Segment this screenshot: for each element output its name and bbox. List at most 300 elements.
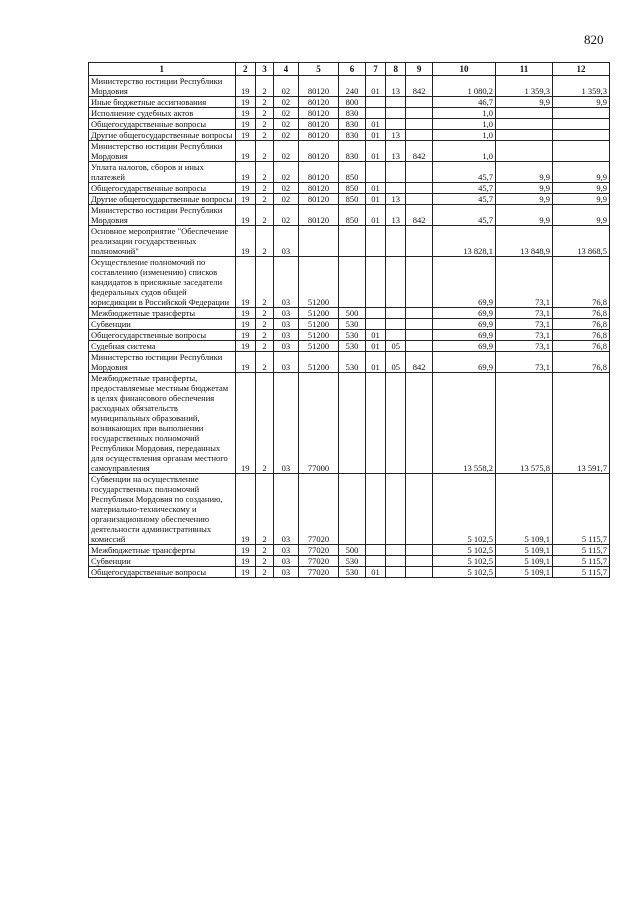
cell-col-8: 13 — [386, 141, 406, 162]
cell-col-9 — [406, 162, 432, 183]
cell-col-11 — [495, 119, 552, 130]
cell-col-6: 530 — [339, 556, 365, 567]
cell-col-8 — [386, 257, 406, 308]
cell-col-2: 19 — [235, 308, 255, 319]
cell-col-9: 842 — [406, 352, 432, 373]
cell-col-6 — [339, 257, 365, 308]
table-row — [89, 567, 610, 578]
cell-col-5: 77020 — [298, 474, 339, 545]
cell-col-6: 800 — [339, 97, 365, 108]
cell-col-10: 1,0 — [432, 141, 495, 162]
cell-col-3: 2 — [255, 474, 273, 545]
cell-col-2: 19 — [235, 373, 255, 474]
cell-col-3: 2 — [255, 119, 273, 130]
table-row — [89, 319, 610, 330]
cell-col-5: 77020 — [298, 545, 339, 556]
cell-col-3: 2 — [255, 141, 273, 162]
cell-col-5: 77000 — [298, 373, 339, 474]
cell-col-8 — [386, 108, 406, 119]
table-row — [89, 130, 610, 141]
cell-col-10: 69,9 — [432, 308, 495, 319]
cell-col-10: 1,0 — [432, 130, 495, 141]
cell-col-11: 5 109,1 — [495, 474, 552, 545]
row-label: Другие общегосударственные вопросы — [89, 194, 236, 205]
cell-col-4: 02 — [274, 108, 298, 119]
cell-col-2: 19 — [235, 119, 255, 130]
cell-col-10: 5 102,5 — [432, 556, 495, 567]
cell-col-7 — [365, 319, 385, 330]
cell-col-12: 9,9 — [552, 205, 609, 226]
cell-col-11: 9,9 — [495, 205, 552, 226]
cell-col-4: 02 — [274, 76, 298, 97]
table-row — [89, 545, 610, 556]
cell-col-4: 02 — [274, 194, 298, 205]
cell-col-2: 19 — [235, 194, 255, 205]
cell-col-10: 5 102,5 — [432, 567, 495, 578]
row-label: Межбюджетные трансферты — [89, 545, 236, 556]
cell-col-2: 19 — [235, 341, 255, 352]
cell-col-6 — [339, 474, 365, 545]
cell-col-2: 19 — [235, 97, 255, 108]
cell-col-9 — [406, 130, 432, 141]
budget-table — [88, 62, 610, 578]
table-row — [89, 108, 610, 119]
cell-col-8 — [386, 545, 406, 556]
cell-col-5 — [298, 226, 339, 257]
cell-col-7: 01 — [365, 205, 385, 226]
cell-col-5: 80120 — [298, 108, 339, 119]
column-header-3: 3 — [255, 63, 273, 76]
cell-col-7: 01 — [365, 119, 385, 130]
cell-col-4: 03 — [274, 341, 298, 352]
table-row — [89, 194, 610, 205]
cell-col-9 — [406, 341, 432, 352]
table-row — [89, 141, 610, 162]
cell-col-9: 842 — [406, 141, 432, 162]
column-header-6: 6 — [339, 63, 365, 76]
cell-col-5: 80120 — [298, 183, 339, 194]
row-label: Судебная система — [89, 341, 236, 352]
cell-col-3: 2 — [255, 556, 273, 567]
cell-col-8 — [386, 474, 406, 545]
cell-col-7: 01 — [365, 341, 385, 352]
cell-col-10: 69,9 — [432, 319, 495, 330]
cell-col-9 — [406, 308, 432, 319]
cell-col-12: 76,8 — [552, 330, 609, 341]
cell-col-9 — [406, 119, 432, 130]
cell-col-11 — [495, 108, 552, 119]
cell-col-4: 03 — [274, 226, 298, 257]
cell-col-12: 9,9 — [552, 194, 609, 205]
cell-col-8 — [386, 319, 406, 330]
cell-col-11 — [495, 130, 552, 141]
cell-col-11: 9,9 — [495, 162, 552, 183]
cell-col-4: 02 — [274, 130, 298, 141]
cell-col-6 — [339, 373, 365, 474]
cell-col-3: 2 — [255, 257, 273, 308]
cell-col-6: 240 — [339, 76, 365, 97]
cell-col-12 — [552, 108, 609, 119]
cell-col-12: 5 115,7 — [552, 474, 609, 545]
row-label: Исполнение судебных актов — [89, 108, 236, 119]
cell-col-7: 01 — [365, 76, 385, 97]
cell-col-10: 1,0 — [432, 108, 495, 119]
cell-col-3: 2 — [255, 319, 273, 330]
table-row — [89, 330, 610, 341]
cell-col-11: 73,1 — [495, 330, 552, 341]
cell-col-5: 80120 — [298, 130, 339, 141]
cell-col-2: 19 — [235, 108, 255, 119]
cell-col-10: 13 828,1 — [432, 226, 495, 257]
row-label: Общегосударственные вопросы — [89, 119, 236, 130]
column-header-8: 8 — [386, 63, 406, 76]
cell-col-8 — [386, 119, 406, 130]
cell-col-4: 03 — [274, 545, 298, 556]
cell-col-7 — [365, 308, 385, 319]
cell-col-8 — [386, 308, 406, 319]
cell-col-7: 01 — [365, 194, 385, 205]
cell-col-9: 842 — [406, 76, 432, 97]
cell-col-9 — [406, 183, 432, 194]
cell-col-10: 69,9 — [432, 330, 495, 341]
cell-col-5: 77020 — [298, 567, 339, 578]
cell-col-7: 01 — [365, 330, 385, 341]
cell-col-8 — [386, 373, 406, 474]
row-label: Иные бюджетные ассигнования — [89, 97, 236, 108]
cell-col-7 — [365, 257, 385, 308]
cell-col-3: 2 — [255, 130, 273, 141]
table-row — [89, 308, 610, 319]
cell-col-6: 830 — [339, 130, 365, 141]
cell-col-8 — [386, 330, 406, 341]
cell-col-7 — [365, 108, 385, 119]
cell-col-10: 5 102,5 — [432, 474, 495, 545]
cell-col-12: 13 591,7 — [552, 373, 609, 474]
row-label: Общегосударственные вопросы — [89, 567, 236, 578]
cell-col-3: 2 — [255, 194, 273, 205]
cell-col-7 — [365, 373, 385, 474]
cell-col-7: 01 — [365, 567, 385, 578]
cell-col-10: 69,9 — [432, 352, 495, 373]
cell-col-4: 03 — [274, 257, 298, 308]
cell-col-11: 73,1 — [495, 308, 552, 319]
cell-col-3: 2 — [255, 341, 273, 352]
cell-col-7 — [365, 226, 385, 257]
cell-col-4: 03 — [274, 319, 298, 330]
table-row — [89, 205, 610, 226]
cell-col-5: 80120 — [298, 162, 339, 183]
cell-col-8 — [386, 162, 406, 183]
cell-col-11: 13 848,9 — [495, 226, 552, 257]
cell-col-12: 76,8 — [552, 319, 609, 330]
cell-col-4: 03 — [274, 352, 298, 373]
cell-col-10: 1 080,2 — [432, 76, 495, 97]
cell-col-6: 830 — [339, 108, 365, 119]
row-label: Другие общегосударственные вопросы — [89, 130, 236, 141]
cell-col-8 — [386, 183, 406, 194]
cell-col-5: 80120 — [298, 205, 339, 226]
cell-col-9 — [406, 474, 432, 545]
cell-col-7: 01 — [365, 130, 385, 141]
cell-col-4: 03 — [274, 308, 298, 319]
cell-col-6: 530 — [339, 341, 365, 352]
cell-col-12 — [552, 141, 609, 162]
cell-col-12: 9,9 — [552, 97, 609, 108]
cell-col-12: 76,8 — [552, 308, 609, 319]
cell-col-2: 19 — [235, 76, 255, 97]
cell-col-3: 2 — [255, 545, 273, 556]
cell-col-8 — [386, 226, 406, 257]
cell-col-10: 46,7 — [432, 97, 495, 108]
cell-col-8: 05 — [386, 352, 406, 373]
cell-col-6 — [339, 226, 365, 257]
cell-col-10: 45,7 — [432, 194, 495, 205]
cell-col-3: 2 — [255, 373, 273, 474]
cell-col-7 — [365, 545, 385, 556]
cell-col-7 — [365, 162, 385, 183]
cell-col-10: 45,7 — [432, 205, 495, 226]
cell-col-5: 80120 — [298, 194, 339, 205]
column-header-2: 2 — [235, 63, 255, 76]
cell-col-2: 19 — [235, 330, 255, 341]
cell-col-5: 51200 — [298, 352, 339, 373]
cell-col-12 — [552, 130, 609, 141]
cell-col-4: 03 — [274, 373, 298, 474]
cell-col-6: 500 — [339, 545, 365, 556]
cell-col-11: 13 575,8 — [495, 373, 552, 474]
cell-col-3: 2 — [255, 226, 273, 257]
table-row — [89, 352, 610, 373]
cell-col-8: 13 — [386, 194, 406, 205]
cell-col-12: 5 115,7 — [552, 545, 609, 556]
cell-col-9 — [406, 545, 432, 556]
table-row — [89, 162, 610, 183]
column-header-7: 7 — [365, 63, 385, 76]
cell-col-7: 01 — [365, 141, 385, 162]
cell-col-8: 13 — [386, 130, 406, 141]
cell-col-6: 530 — [339, 319, 365, 330]
cell-col-11: 73,1 — [495, 341, 552, 352]
cell-col-5: 80120 — [298, 119, 339, 130]
cell-col-8: 13 — [386, 205, 406, 226]
cell-col-11: 5 109,1 — [495, 556, 552, 567]
cell-col-9 — [406, 330, 432, 341]
cell-col-3: 2 — [255, 308, 273, 319]
cell-col-12: 9,9 — [552, 183, 609, 194]
cell-col-6: 850 — [339, 194, 365, 205]
cell-col-2: 19 — [235, 183, 255, 194]
row-label: Общегосударственные вопросы — [89, 330, 236, 341]
cell-col-9 — [406, 556, 432, 567]
column-header-12: 12 — [552, 63, 609, 76]
cell-col-5: 51200 — [298, 330, 339, 341]
table-row — [89, 257, 610, 308]
cell-col-9 — [406, 108, 432, 119]
cell-col-10: 5 102,5 — [432, 545, 495, 556]
cell-col-11 — [495, 141, 552, 162]
column-header-5: 5 — [298, 63, 339, 76]
cell-col-12: 76,8 — [552, 341, 609, 352]
cell-col-11: 73,1 — [495, 352, 552, 373]
cell-col-10: 45,7 — [432, 183, 495, 194]
cell-col-12: 13 868,5 — [552, 226, 609, 257]
table-row — [89, 556, 610, 567]
row-label: Субвенции — [89, 319, 236, 330]
cell-col-6: 530 — [339, 330, 365, 341]
cell-col-8 — [386, 567, 406, 578]
cell-col-3: 2 — [255, 162, 273, 183]
cell-col-4: 02 — [274, 162, 298, 183]
cell-col-9 — [406, 373, 432, 474]
cell-col-2: 19 — [235, 352, 255, 373]
row-label: Общегосударственные вопросы — [89, 183, 236, 194]
page-number: 820 — [584, 32, 604, 47]
row-label: Субвенции — [89, 556, 236, 567]
row-label: Межбюджетные трансферты, предоставляемые местным бюджетам в целях финансового обеспечения расходных обязательств муниципальных образований, возникающих при выполнении государственных полномочий Республики Мордовия, переданных для осуществления органам местного самоуправления — [89, 373, 236, 474]
cell-col-7 — [365, 97, 385, 108]
cell-col-2: 19 — [235, 545, 255, 556]
cell-col-5: 80120 — [298, 141, 339, 162]
cell-col-6: 530 — [339, 352, 365, 373]
cell-col-12: 5 115,7 — [552, 567, 609, 578]
cell-col-4: 03 — [274, 474, 298, 545]
cell-col-8: 05 — [386, 341, 406, 352]
cell-col-7 — [365, 474, 385, 545]
cell-col-4: 02 — [274, 97, 298, 108]
column-header-1: 1 — [89, 63, 236, 76]
cell-col-2: 19 — [235, 567, 255, 578]
cell-col-9 — [406, 257, 432, 308]
column-header-10: 10 — [432, 63, 495, 76]
cell-col-12: 5 115,7 — [552, 556, 609, 567]
row-label: Министерство юстиции Республики Мордовия — [89, 141, 236, 162]
header-row — [89, 63, 610, 76]
row-label: Основное мероприятие "Обеспечение реализации государственных полномочий" — [89, 226, 236, 257]
table-row — [89, 341, 610, 352]
cell-col-11: 5 109,1 — [495, 567, 552, 578]
cell-col-2: 19 — [235, 130, 255, 141]
cell-col-3: 2 — [255, 352, 273, 373]
column-header-9: 9 — [406, 63, 432, 76]
row-label: Министерство юстиции Республики Мордовия — [89, 205, 236, 226]
table-row — [89, 76, 610, 97]
cell-col-2: 19 — [235, 556, 255, 567]
column-header-4: 4 — [274, 63, 298, 76]
cell-col-4: 02 — [274, 205, 298, 226]
table-row — [89, 373, 610, 474]
cell-col-11: 5 109,1 — [495, 545, 552, 556]
cell-col-4: 02 — [274, 119, 298, 130]
cell-col-5: 51200 — [298, 257, 339, 308]
cell-col-9 — [406, 567, 432, 578]
cell-col-11: 1 359,3 — [495, 76, 552, 97]
cell-col-11: 73,1 — [495, 319, 552, 330]
cell-col-10: 1,0 — [432, 119, 495, 130]
row-label: Уплата налогов, сборов и иных платежей — [89, 162, 236, 183]
cell-col-6: 850 — [339, 183, 365, 194]
cell-col-3: 2 — [255, 108, 273, 119]
cell-col-2: 19 — [235, 162, 255, 183]
cell-col-6: 850 — [339, 162, 365, 183]
cell-col-9 — [406, 319, 432, 330]
table-row — [89, 97, 610, 108]
cell-col-11: 9,9 — [495, 183, 552, 194]
cell-col-6: 830 — [339, 119, 365, 130]
cell-col-2: 19 — [235, 205, 255, 226]
table-row — [89, 183, 610, 194]
row-label: Министерство юстиции Республики Мордовия — [89, 76, 236, 97]
cell-col-2: 19 — [235, 319, 255, 330]
cell-col-3: 2 — [255, 183, 273, 194]
cell-col-9 — [406, 194, 432, 205]
cell-col-4: 03 — [274, 567, 298, 578]
cell-col-9 — [406, 226, 432, 257]
cell-col-8: 13 — [386, 76, 406, 97]
cell-col-10: 45,7 — [432, 162, 495, 183]
cell-col-3: 2 — [255, 97, 273, 108]
cell-col-10: 13 558,2 — [432, 373, 495, 474]
cell-col-7: 01 — [365, 352, 385, 373]
cell-col-5: 51200 — [298, 308, 339, 319]
cell-col-5: 51200 — [298, 341, 339, 352]
table-row — [89, 474, 610, 545]
table-row — [89, 119, 610, 130]
cell-col-3: 2 — [255, 567, 273, 578]
cell-col-11: 73,1 — [495, 257, 552, 308]
cell-col-11: 9,9 — [495, 97, 552, 108]
cell-col-2: 19 — [235, 257, 255, 308]
cell-col-8 — [386, 97, 406, 108]
cell-col-12: 76,8 — [552, 352, 609, 373]
table-row — [89, 226, 610, 257]
cell-col-7 — [365, 556, 385, 567]
cell-col-12: 76,8 — [552, 257, 609, 308]
row-label: Межбюджетные трансферты — [89, 308, 236, 319]
cell-col-3: 2 — [255, 205, 273, 226]
cell-col-4: 02 — [274, 183, 298, 194]
cell-col-2: 19 — [235, 474, 255, 545]
cell-col-6: 830 — [339, 141, 365, 162]
column-header-11: 11 — [495, 63, 552, 76]
row-label: Осуществление полномочий по составлению (изменению) списков кандидатов в присяжные заседатели федеральных судов общей юрисдикции в Российской Федерации — [89, 257, 236, 308]
cell-col-3: 2 — [255, 76, 273, 97]
cell-col-10: 69,9 — [432, 257, 495, 308]
cell-col-12: 1 359,3 — [552, 76, 609, 97]
cell-col-6: 500 — [339, 308, 365, 319]
cell-col-3: 2 — [255, 330, 273, 341]
cell-col-2: 19 — [235, 141, 255, 162]
cell-col-12 — [552, 119, 609, 130]
cell-col-5: 80120 — [298, 97, 339, 108]
cell-col-4: 03 — [274, 330, 298, 341]
cell-col-12: 9,9 — [552, 162, 609, 183]
cell-col-5: 77020 — [298, 556, 339, 567]
cell-col-6: 530 — [339, 567, 365, 578]
cell-col-7: 01 — [365, 183, 385, 194]
cell-col-4: 02 — [274, 141, 298, 162]
cell-col-11: 9,9 — [495, 194, 552, 205]
cell-col-6: 850 — [339, 205, 365, 226]
cell-col-9 — [406, 97, 432, 108]
cell-col-8 — [386, 556, 406, 567]
cell-col-4: 03 — [274, 556, 298, 567]
cell-col-5: 80120 — [298, 76, 339, 97]
cell-col-9: 842 — [406, 205, 432, 226]
row-label: Субвенции на осуществление государственных полномочий Республики Мордовия по созданию, материально-техническому и организационному обеспечению деятельности административных комиссий — [89, 474, 236, 545]
row-label: Министерство юстиции Республики Мордовия — [89, 352, 236, 373]
cell-col-2: 19 — [235, 226, 255, 257]
cell-col-5: 51200 — [298, 319, 339, 330]
